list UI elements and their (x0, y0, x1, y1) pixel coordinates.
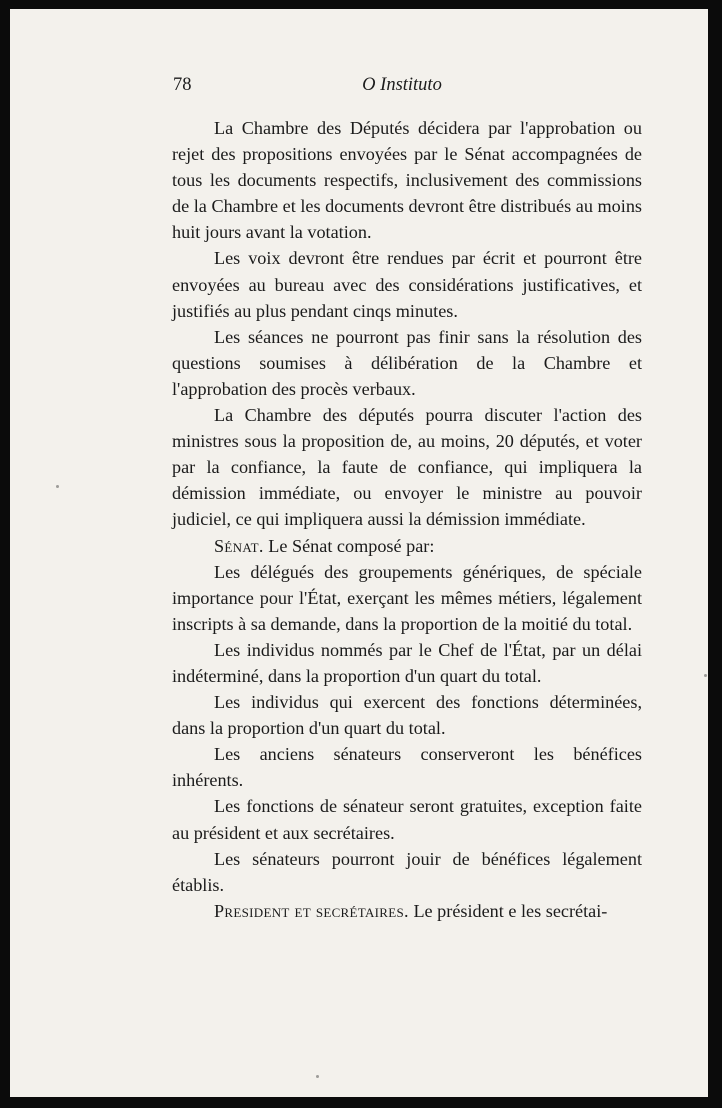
paragraph-text: La Chambre des Députés décidera par l'approbation ou rejet des propositions envoyées par le Sénat accompagnées de tous les documents respectifs, inclusivement des commissions de la Chambre et les documents devront être distribués au moins huit jours avant la votation. (172, 118, 642, 243)
paragraph (172, 324, 642, 402)
paragraph (172, 689, 642, 741)
paragraph-text: La Chambre des députés pourra discuter l'action des ministres sous la proposition de, au moins, 20 députés, et voter par la confiance, la faute de confiance, qui impliquera la démission immédiate, ou envoyer le ministre au pouvoir judiciel, ce qui impliquera aussi la démission immédiate. (172, 405, 642, 530)
running-title: O Instituto (362, 75, 442, 95)
paragraph-text: Les individus nommés par le Chef de l'État, par un délai indéterminé, dans la proportion d'un quart du total. (172, 639, 642, 686)
paragraph-text: Le président e les secrétai- (408, 900, 608, 921)
section-heading-senat: Sénat. (214, 535, 264, 556)
paragraph-text: Le Sénat composé par: (263, 535, 435, 556)
paragraph (172, 793, 642, 845)
body-text (172, 115, 642, 924)
scan-speck (56, 485, 59, 488)
paragraph-text: Les délégués des groupements génériques, de spéciale importance pour l'État, exerçant les mêmes métiers, légalement inscripts à sa demande, dans la proportion de la moitié du total. (172, 561, 642, 634)
section-heading-president: President et secrétaires. (214, 900, 409, 921)
page-number: 78 (173, 75, 192, 95)
paragraph (172, 637, 642, 689)
paragraph-text: Les voix devront être rendues par écrit et pourront être envoyées au bureau avec des considérations justificatives, et justifiés au plus pendant cinqs minutes. (172, 248, 642, 321)
paragraph-text: Les sénateurs pourront jouir de bénéfices légalement établis. (172, 848, 642, 895)
paragraph-text: Les séances ne pourront pas finir sans la résolution des questions soumises à délibération de la Chambre et l'approbation des procès verbaux. (172, 326, 642, 399)
page-header (173, 75, 631, 105)
paragraph (172, 245, 642, 323)
paragraph-text: Les fonctions de sénateur seront gratuites, exception faite au président et aux secrétaires. (172, 796, 642, 843)
paragraph (172, 115, 642, 245)
scan-speck (316, 1075, 319, 1078)
scan-speck (704, 674, 707, 677)
paragraph-text: Les individus qui exercent des fonctions déterminées, dans la proportion d'un quart du total. (172, 692, 642, 739)
paragraph (172, 402, 642, 532)
book-page (10, 9, 708, 1097)
paragraph-text: Les anciens sénateurs conserveront les bénéfices inhérents. (172, 744, 642, 791)
paragraph (172, 559, 642, 637)
section-paragraph-president (172, 898, 642, 924)
paragraph (172, 846, 642, 898)
section-paragraph-senat (172, 533, 642, 559)
paragraph (172, 741, 642, 793)
